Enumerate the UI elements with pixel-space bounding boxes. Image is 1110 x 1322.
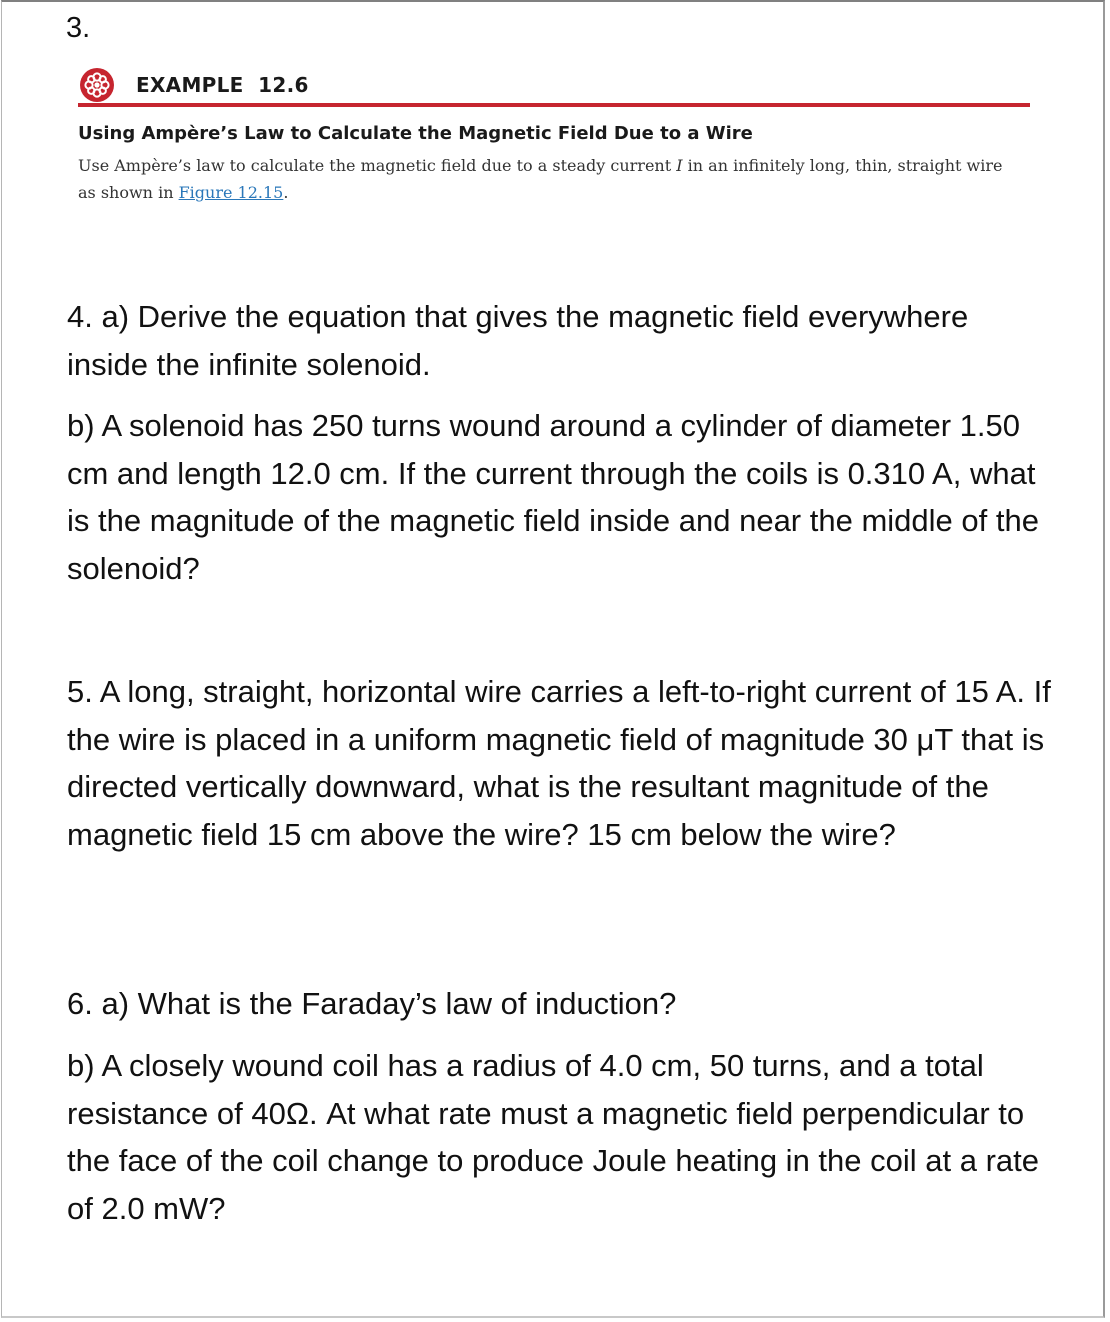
example-divider — [78, 103, 1030, 107]
question-4a: 4. a) Derive the equation that gives the magnetic field everywhere inside the infinite solenoid. — [67, 299, 969, 382]
current-variable: I — [676, 156, 683, 175]
question-5: 5. A long, straight, horizontal wire carries a left-to-right current of 15 A. If the wire is placed in a uniform magnetic field of magnitude 30 μT that is directed vertically downward, what is the resultant magnitude of the magnetic field 15 cm above the wire? 15 cm below the wire? — [67, 674, 1051, 852]
example-box — [78, 66, 1030, 206]
example-title: Using Ampère’s Law to Calculate the Magnetic Field Due to a Wire — [78, 123, 753, 144]
example-body-text: Use Ampère’s law to calculate the magnetic field due to a steady current — [78, 156, 677, 175]
figure-link[interactable]: Figure 12.15 — [178, 183, 284, 202]
example-body-end: . — [283, 183, 289, 202]
example-label — [136, 73, 309, 97]
example-header — [78, 66, 1030, 106]
example-body — [78, 152, 1018, 206]
example-number: 12.6 — [258, 73, 309, 97]
asterisk-flower-icon — [80, 68, 114, 102]
question-4b: b) A solenoid has 250 turns wound around a cylinder of diameter 1.50 cm and length 12.0 cm. If the current through the coils is 0.310 A, what is the magnitude of the magnetic field inside and near the middle of the solenoid? — [67, 408, 1039, 586]
question-6a: 6. a) What is the Faraday’s law of induction? — [67, 986, 677, 1021]
question-6b: b) A closely wound coil has a radius of 4.0 cm, 50 turns, and a total resistance of 40Ω. At what rate must a magnetic field perpendicular to the face of the coil change to produce Joule heating in the coil at a rate of 2.0 mW? — [67, 1048, 1039, 1226]
example-body-text-continued: in an infinitely long, thin, straight wire as shown in — [78, 156, 1003, 202]
question-3-number: 3. — [66, 12, 91, 44]
example-label-word: EXAMPLE — [136, 73, 244, 97]
